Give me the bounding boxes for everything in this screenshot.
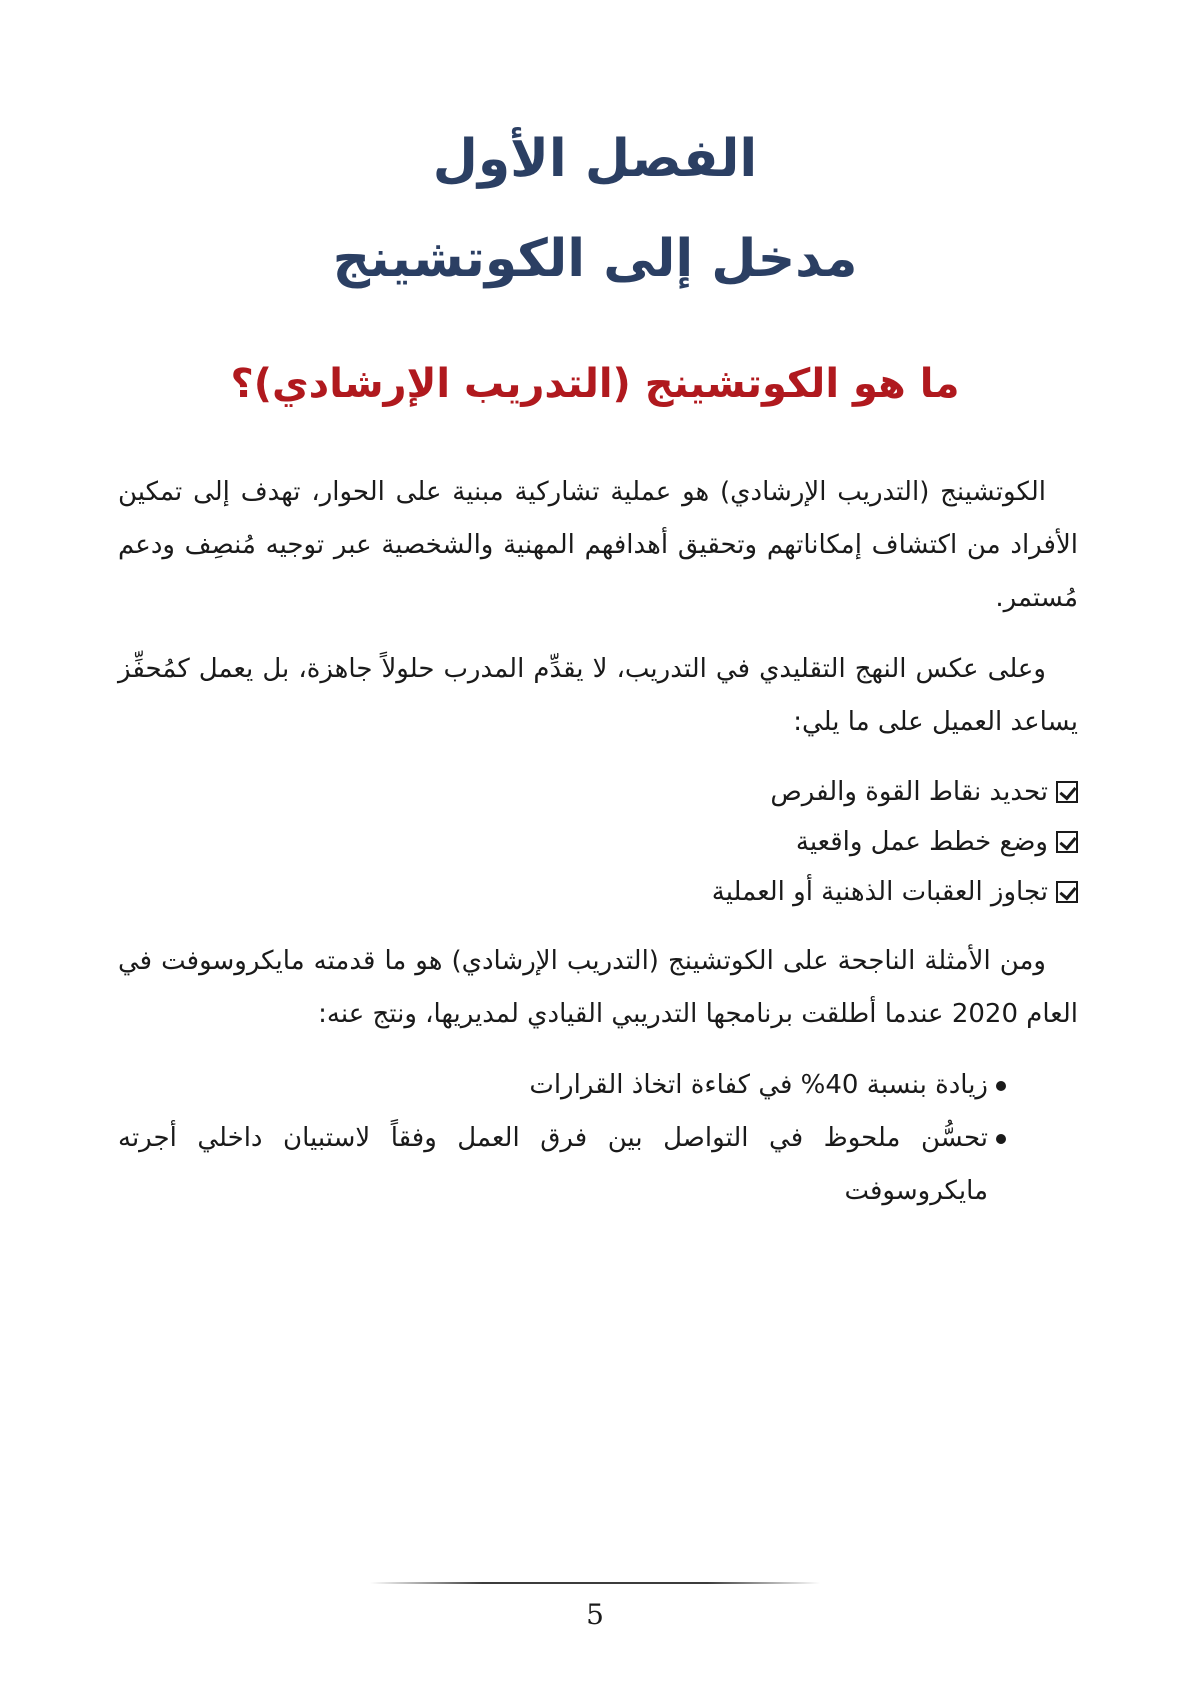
checkbox-checked-icon [1056,831,1078,853]
checklist-item [118,867,1078,917]
list-item-text: زيادة بنسبة 40% في كفاءة اتخاذ القرارات [529,1070,988,1100]
section-heading: ما هو الكوتشينج (التدريب الإرشادي)؟ [230,361,960,407]
footer-divider [370,1582,820,1584]
results-list [118,1059,1078,1218]
paragraph-example: ومن الأمثلة الناجحة على الكوتشينج (التدريب الإرشادي) هو ما قدمته مايكروسوفت في العام 2020 عندما أطلقت برنامجها التدريبي القيادي لمديريها، ونتج عنه: [118,946,1078,1029]
paragraph-definition: الكوتشينج (التدريب الإرشادي) هو عملية تشاركية مبنية على الحوار، تهدف إلى تمكين الأفراد من اكتشاف إمكاناتهم وتحقيق أهدافهم المهنية والشخصية عبر توجيه مُنصِف ودعم مُستمر. [118,477,1078,613]
paragraph-role: وعلى عكس النهج التقليدي في التدريب، لا يقدِّم المدرب حلولاً جاهزة، بل يعمل كمُحفِّز يساعد العميل على ما يلي: [118,654,1078,737]
chapter-title: الفصل الأول [432,129,758,189]
chapter-subtitle: مدخل إلى الكوتشينج [332,229,858,289]
checkbox-checked-icon [1056,781,1078,803]
body-content [118,466,1078,1218]
checklist [118,767,1078,917]
checkbox-checked-icon [1056,881,1078,903]
checklist-item [118,817,1078,867]
checklist-item-label: وضع خطط عمل واقعية [795,827,1048,857]
list-item [118,1059,1078,1112]
checklist-item-label: تجاوز العقبات الذهنية أو العملية [711,877,1048,907]
checklist-item-label: تحديد نقاط القوة والفرص [770,777,1048,807]
list-item [118,1112,1078,1218]
page-number: 5 [586,1598,604,1631]
checklist-item [118,767,1078,817]
list-item-text: تحسُّن ملحوظ في التواصل بين فرق العمل وفقاً لاستبيان داخلي أجرته مايكروسوفت [118,1123,988,1206]
bullet-icon [996,1134,1006,1144]
bullet-icon [996,1081,1006,1091]
